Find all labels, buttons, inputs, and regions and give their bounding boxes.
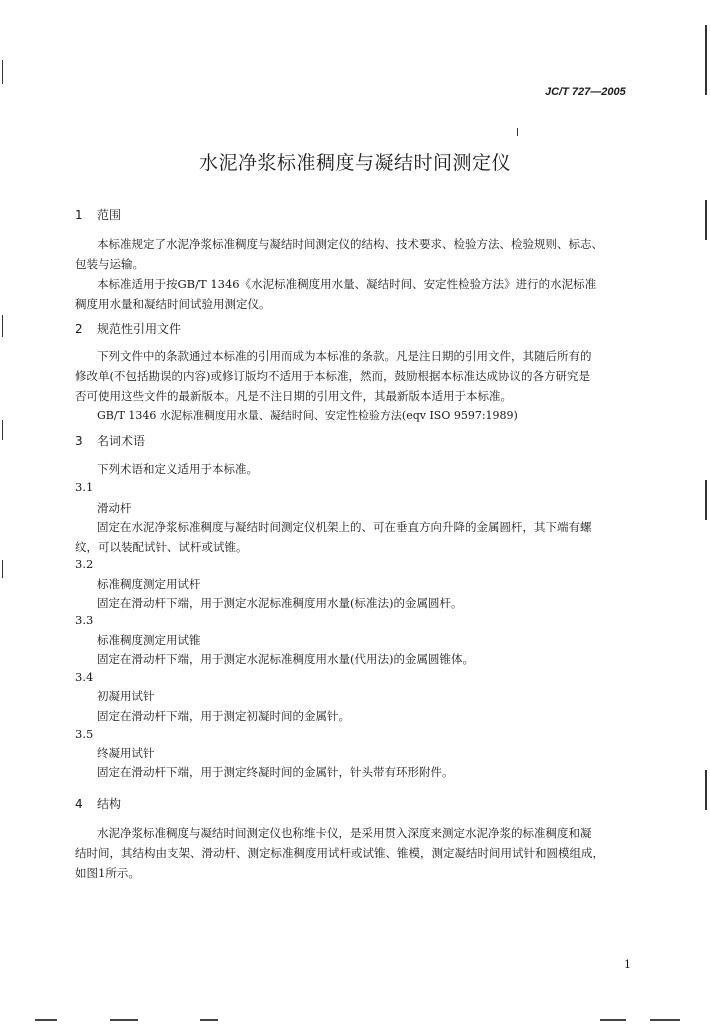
paragraph-line: 修改单(不包括勘误的内容)或修订版均不适用于本标准，然而，鼓励根据本标准达成协议的各方研究是 [75,369,590,383]
section-number: 2 [75,322,83,336]
scan-bottom-dash [650,1019,680,1021]
scan-edge-mark [517,128,518,136]
scan-edge-mark [2,315,3,337]
section-title: 结构 [97,797,122,811]
term-definition: 固定在水泥净浆标准稠度与凝结时间测定仪机架上的、可在垂直方向升降的金属圆杆，其下端有螺 [97,520,592,534]
section-number: 1 [75,208,83,222]
scan-bottom-dash [600,1019,626,1021]
section-heading [75,432,145,449]
scan-edge-mark [705,200,707,240]
scan-edge-mark [705,770,707,810]
clause-number: 3.2 [75,557,94,571]
section-number: 3 [75,434,83,448]
term-definition: 固定在滑动杆下端，用于测定水泥标准稠度用水量(标准法)的金属圆杆。 [97,596,463,610]
term-definition: 固定在滑动杆下端，用于测定终凝时间的金属针，针头带有环形附件。 [97,765,454,779]
paragraph-line: 否可使用这些文件的最新版本。凡是不注日期的引用文件，其最新版本适用于本标准。 [75,389,512,403]
term-title: 滑动杆 [97,501,132,515]
scan-edge-mark [2,60,3,84]
scan-edge-mark [2,420,3,440]
scan-bottom-dash [35,1019,57,1021]
paragraph-line: 本标准规定了水泥净浆标准稠度与凝结时间测定仪的结构、技术要求、检验方法、检验规则、标志、 [97,237,603,251]
section-heading [75,320,181,337]
clause-number: 3.1 [75,480,94,494]
document-title: 水泥净浆标准稠度与凝结时间测定仪 [198,152,511,174]
page-number: 1 [624,958,631,971]
term-title: 标准稠度测定用试杆 [97,577,201,591]
section-title: 名词术语 [97,434,146,448]
paragraph-line: 本标准适用于按GB/T 1346《水泥标准稠度用水量、凝结时间、安定性检验方法》进行的水泥标准 [97,277,597,291]
section-heading [75,206,121,223]
section-title: 规范性引用文件 [97,322,182,336]
paragraph-line: 下列术语和定义适用于本标准。 [97,462,258,476]
term-definition: 固定在滑动杆下端，用于测定水泥标准稠度用水量(代用法)的金属圆锥体。 [97,652,474,666]
standard-code: JC/T 727—2005 [545,86,626,98]
scan-edge-mark [705,480,707,520]
scan-bottom-dash [200,1019,218,1021]
section-number: 4 [75,797,83,811]
paragraph-line: 包装与运输。 [75,257,144,271]
paragraph-line: 如图1所示。 [75,866,140,880]
term-title: 终凝用试针 [97,746,155,760]
paragraph-line: 水泥净浆标准稠度与凝结时间测定仪也称维卡仪，是采用贯入深度来测定水泥净浆的标准稠度和凝 [97,826,592,840]
scan-edge-mark [2,560,3,578]
clause-number: 3.3 [75,613,94,627]
clause-number: 3.5 [75,727,94,741]
paragraph-line: 稠度用水量和凝结时间试验用测定仪。 [75,297,271,311]
term-definition: 纹，可以装配试针、试杆或试锥。 [75,540,248,554]
term-title: 标准稠度测定用试锥 [97,633,201,647]
section-title: 范围 [97,208,122,222]
paragraph-line: 结时间，其结构由支架、滑动杆、测定标准稠度用试杆或试锥、锥模，测定凝结时间用试针和圆模组成， [75,846,604,860]
scan-edge-mark [705,25,707,95]
scan-bottom-dash [110,1019,138,1021]
clause-number: 3.4 [75,670,94,684]
term-definition: 固定在滑动杆下端，用于测定初凝时间的金属针。 [97,709,350,723]
paragraph-line: 下列文件中的条款通过本标准的引用而成为本标准的条款。凡是注日期的引用文件，其随后所有的 [97,349,592,363]
normative-reference: GB/T 1346 水泥标准稠度用水量、凝结时间、安定性检验方法(eqv ISO 9597:1989) [97,409,518,422]
term-title: 初凝用试针 [97,689,155,703]
section-heading [75,795,121,812]
